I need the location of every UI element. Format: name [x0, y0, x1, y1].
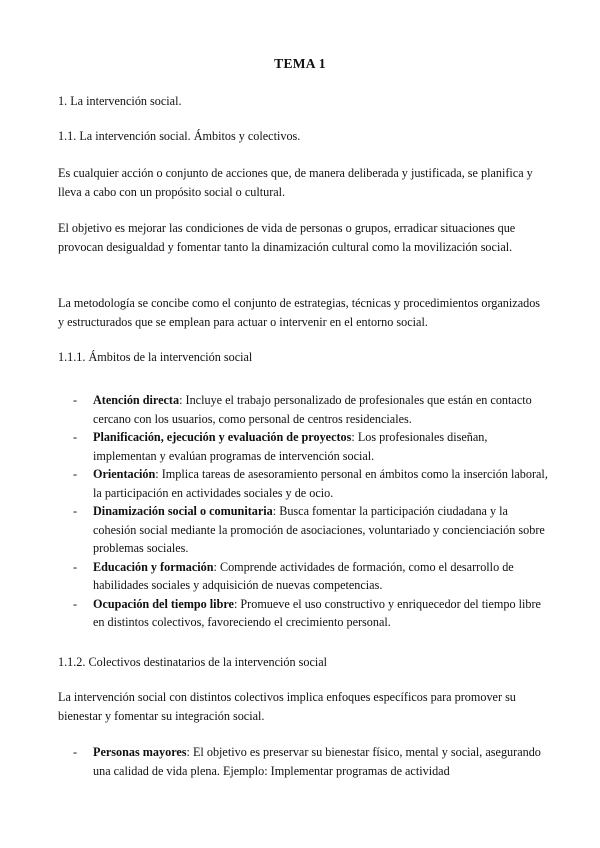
ambitos-list — [58, 391, 548, 632]
list-item — [58, 428, 548, 465]
paragraph-methodology: La metodología se concibe como el conjunto de estrategias, técnicas y procedimientos organizados y estructurados que se emplean para actuar o intervenir en el entorno social. — [58, 296, 541, 329]
list-item-term: Dinamización social o comunitaria — [93, 504, 273, 518]
paragraph-definition: Es cualquier acción o conjunto de acciones que, de manera deliberada y justificada, se planifica y lleva a cabo con un propósito social o cultural. — [58, 166, 533, 199]
document-title: TEMA 1 — [274, 56, 326, 71]
paragraph-objective: El objetivo es mejorar las condiciones de vida de personas o grupos, erradicar situaciones que provocan desigualdad y fomentar tanto la dinamización cultural como la movilización social. — [58, 221, 516, 254]
list-item-term: Ocupación del tiempo libre — [93, 596, 234, 611]
list-item-description: : Busca fomentar la participación ciudadana y la cohesión social mediante la promoción de asociaciones, voluntariado y concienciación sobre problemas sociales. — [93, 504, 545, 555]
list-item — [58, 595, 548, 632]
paragraph-colectivos: La intervención social con distintos colectivos implica enfoques específicos para promover su bienestar y fomentar su integración social. — [58, 690, 516, 723]
list-item-description: : Los profesionales diseñan, implementan y evalúan programas de intervención social. — [93, 430, 488, 463]
list-item-term: Personas mayores — [93, 745, 187, 759]
dash-bullet: - — [73, 393, 78, 407]
list-item-description: : Incluye el trabajo personalizado de profesionales que están en contacto cercano con los usuarios, como personal de centros residenciales. — [93, 393, 532, 426]
list-item-term: Planificación, ejecución y evaluación de proyectos — [93, 430, 352, 444]
list-item-term: Educación y formación — [93, 559, 214, 574]
list-item — [58, 391, 548, 428]
dash-bullet: - — [73, 467, 78, 481]
heading-1-1-2: 1.1.2. Colectivos destinatarios de la intervención social — [58, 655, 328, 669]
list-item-description: : Comprende actividades de formación, como el desarrollo de habilidades sociales y adquisición de nuevas competencias. — [93, 559, 514, 592]
dash-bullet: - — [73, 504, 78, 518]
dash-bullet: - — [73, 596, 78, 611]
dash-bullet: - — [73, 559, 78, 574]
dash-bullet: - — [73, 430, 78, 444]
dash-bullet: - — [73, 745, 78, 759]
list-item — [58, 558, 548, 595]
list-item — [58, 743, 548, 780]
heading-1-1: 1.1. La intervención social. Ámbitos y colectivos. — [58, 129, 301, 143]
heading-1-1-1: 1.1.1. Ámbitos de la intervención social — [58, 350, 253, 364]
list-item — [58, 465, 548, 502]
list-item — [58, 502, 548, 558]
heading-1: 1. La intervención social. — [58, 94, 182, 108]
colectivos-list — [58, 743, 548, 780]
list-item-description: : Promueve el uso constructivo y enriquecedor del tiempo libre en distintos colectivos, favoreciendo el crecimiento personal. — [93, 596, 541, 629]
list-item-description: : El objetivo es preservar su bienestar físico, mental y social, asegurando una calidad de vida plena. Ejemplo: Implementar programas de actividad — [93, 745, 541, 778]
list-item-description: : Implica tareas de asesoramiento personal en ámbitos como la inserción laboral, la participación en actividades sociales y de ocio. — [93, 467, 548, 500]
list-item-term: Orientación — [93, 467, 156, 481]
list-item-term: Atención directa — [93, 393, 180, 407]
